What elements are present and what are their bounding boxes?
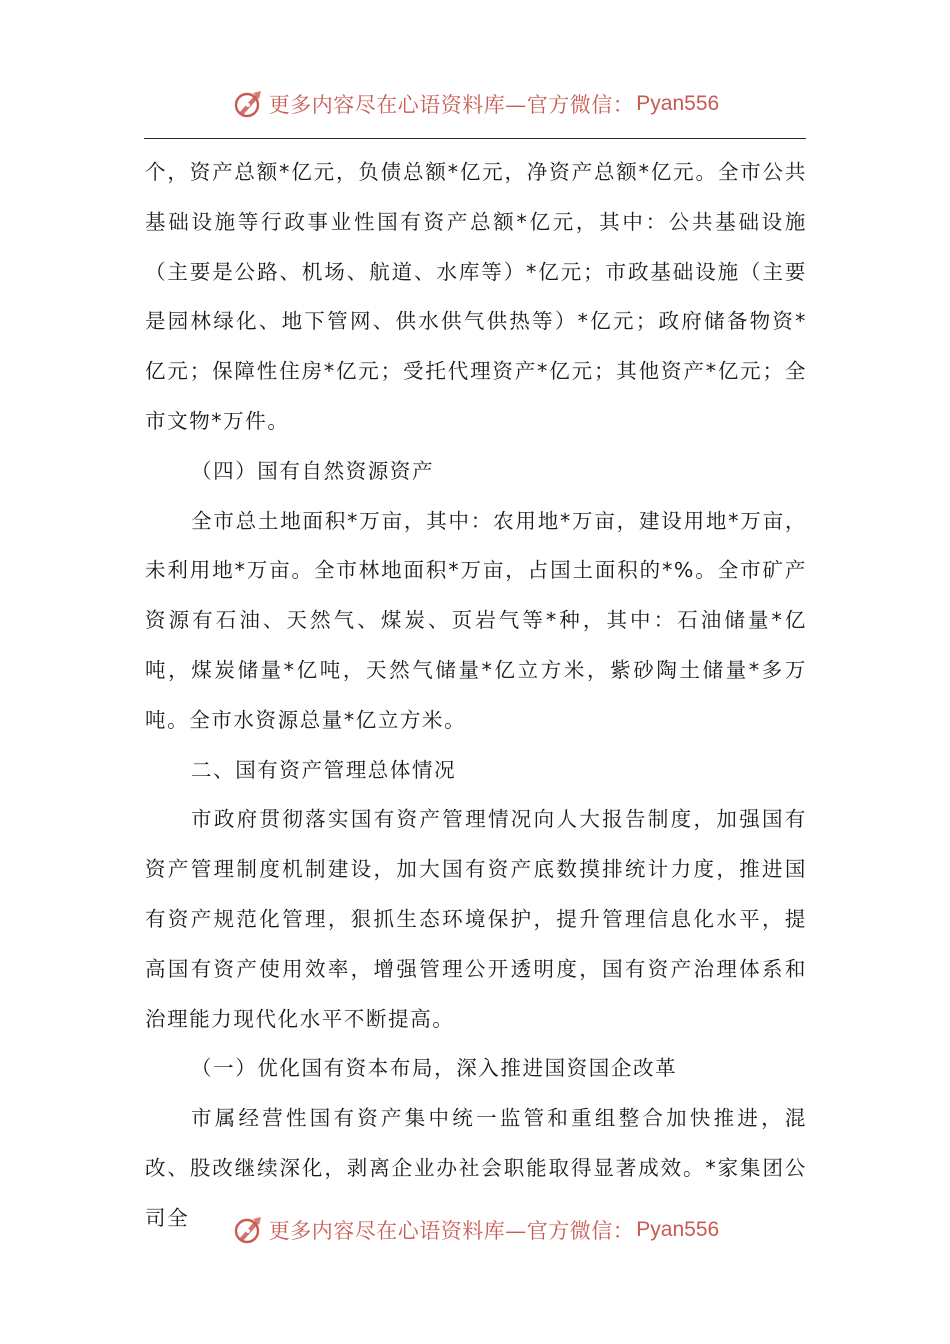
section-heading: （一）优化国有资本布局，深入推进国资国企改革 <box>191 1056 678 1081</box>
paragraph: 市政府贯彻落实国有资产管理情况向人大报告制度，加强国有资产管理制度机制建设，加大国有资产底数摸排统计力度，推进国有资产规范化管理，狠抓生态环境保护，提升管理信息化水平，提高国有资产使用效率，增强管理公开透明度，国有资产治理体系和治理能力现代化水平不断提高。 <box>145 807 807 1031</box>
banner-wechat-id: Pyan556 <box>636 92 720 115</box>
section-heading: 二、国有资产管理总体情况 <box>191 757 457 782</box>
paragraph: 市属经营性国有资产集中统一监管和重组整合加快推进，混改、股改继续深化，剥离企业办社会职能取得显著成效。*家集团公司全 <box>145 1106 807 1230</box>
footer-banner-text: 更多内容尽在心语资料库—官方微信： <box>268 1219 635 1243</box>
footer-banner <box>0 1210 950 1250</box>
section-heading: （四）国有自然资源资产 <box>191 458 435 483</box>
header-banner <box>0 84 950 124</box>
paragraph: 个，资产总额*亿元，负债总额*亿元，净资产总额*亿元。全市公共基础设施等行政事业性国有资产总额*亿元，其中：公共基础设施（主要是公路、机场、航道、水库等）*亿元；市政基础设施（主要是园林绿化、地下管网、供水供气供热等）*亿元；政府储备物资*亿元；保障性住房*亿元；受托代理资产*亿元；其他资产*亿元；全市文物*万件。 <box>145 160 807 433</box>
header-divider <box>144 138 806 139</box>
pen-nib-logo-icon <box>231 87 265 121</box>
banner-text: 更多内容尽在心语资料库—官方微信： <box>268 93 635 117</box>
paragraph: 全市总土地面积*万亩，其中：农用地*万亩，建设用地*万亩，未利用地*万亩。全市林地面积*万亩，占国土面积的*%。全市矿产资源有石油、天然气、煤炭、页岩气等*种，其中：石油储量*亿吨，煤炭储量*亿吨，天然气储量*亿立方米，紫砂陶土储量*多万吨。全市水资源总量*亿立方米。 <box>145 508 807 732</box>
footer-wechat-id: Pyan556 <box>636 1218 720 1241</box>
document-body <box>145 148 807 1244</box>
pen-nib-logo-icon <box>231 1213 265 1247</box>
